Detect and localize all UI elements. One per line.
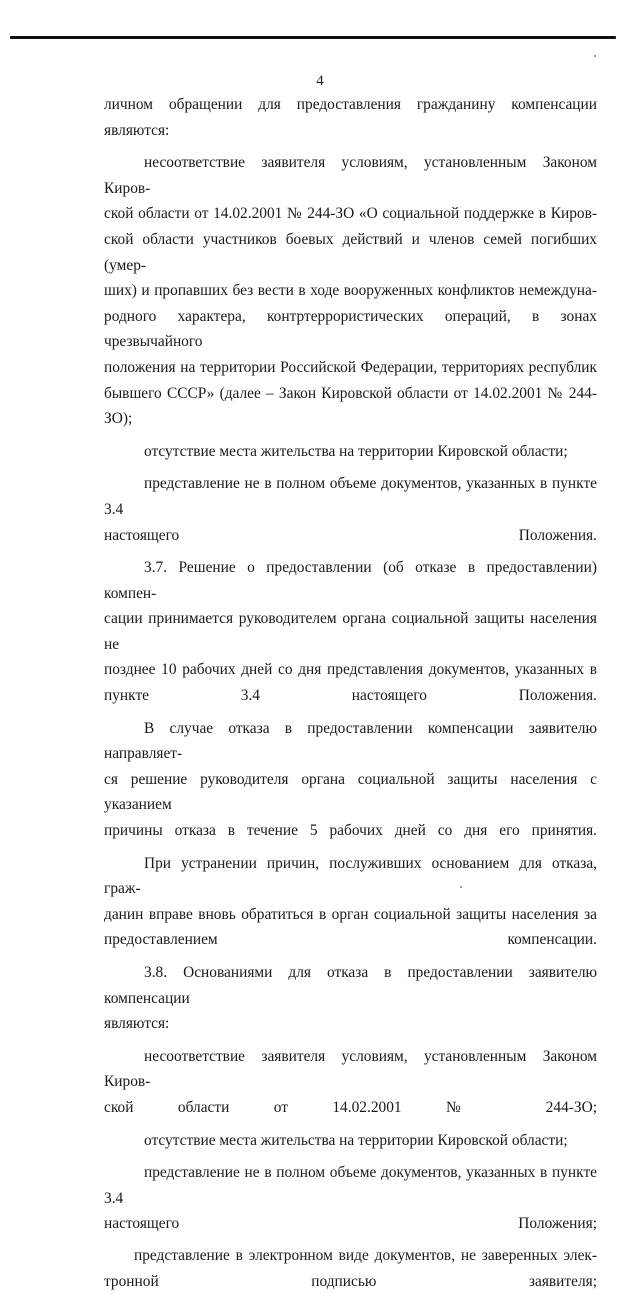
paragraph-3: [104, 439, 597, 465]
text-line: являются:: [104, 1015, 170, 1033]
text-line: родного характера, контртеррористических операций, в зонах чрезвычайного: [104, 307, 597, 351]
text-line: положения на территории Российской Федерации, территориях республик: [104, 358, 597, 376]
paragraph-12: [104, 1243, 597, 1294]
text-line: отсутствие места жительства на территории Кировской области;: [144, 442, 568, 460]
text-line: 3.7. Решение о предоставлении (об отказе в предоставлении) компен-: [104, 559, 597, 602]
text-line: настоящего Положения.: [104, 526, 597, 544]
paragraph-9: [104, 1044, 597, 1121]
paragraph-10: [104, 1128, 597, 1154]
text-line: В случае отказа в предоставлении компенсации заявителю направляет-: [104, 719, 597, 763]
paragraph-1: [104, 92, 597, 143]
text-line: представление не в полном объеме документов, указанных в пункте 3.4: [104, 1164, 597, 1207]
document-body: [104, 92, 597, 1294]
text-line: несоответствие заявителя условиям, установленным Законом Киров-: [104, 1047, 597, 1091]
text-line: ской области от 14.02.2001 № 244-ЗО «О социальной поддержке в Киров-: [104, 205, 597, 223]
text-line: ших) и пропавших без вести в ходе вооруженных конфликтов немеждуна-: [104, 282, 597, 300]
text-line: бывшего СССР» (далее – Закон Кировской области от 14.02.2001 № 244-ЗО);: [104, 384, 597, 428]
text-line: позднее 10 рабочих дней со дня представления документов, указанных в: [104, 661, 597, 679]
text-line: представление не в полном объеме документов, указанных в пункте 3.4: [104, 475, 597, 518]
text-line: представление в электронном виде документов, не заверенных элек-: [134, 1246, 597, 1264]
text-line: отсутствие места жительства на территории Кировской области;: [144, 1131, 568, 1149]
paragraph-8: [104, 960, 597, 1037]
text-line: данин вправе вновь обратиться в орган социальной защиты населения за: [104, 905, 597, 923]
text-line: ской области от 14.02.2001 № 244-ЗО;: [104, 1098, 597, 1116]
text-line: При устранении причин, послуживших основанием для отказа, граж-: [104, 854, 597, 898]
text-line: 3.8. Основаниями для отказа в предоставлении заявителю компенсации: [104, 964, 597, 1007]
text-line: предоставлением компенсации.: [104, 931, 597, 949]
scan-speck: [594, 55, 596, 57]
paragraph-6: [104, 716, 597, 844]
text-line: ся решение руководителя органа социальной защиты населения с указанием: [104, 770, 597, 814]
text-line: несоответствие заявителя условиям, установленным Законом Киров-: [104, 154, 597, 197]
top-rule: [10, 36, 616, 39]
text-line: настоящего Положения;: [104, 1215, 597, 1233]
text-line: тронной подписью заявителя;: [104, 1272, 597, 1290]
paragraph-11: [104, 1160, 597, 1237]
text-line: пункте 3.4 настоящего Положения.: [104, 687, 597, 705]
page-number: 4: [316, 73, 324, 89]
paragraph-5: [104, 555, 597, 709]
text-line: причины отказа в течение 5 рабочих дней со дня его принятия.: [104, 822, 597, 840]
text-line: личном обращении для предоставления гражданину компенсации являются:: [104, 96, 597, 139]
paragraph-7: [104, 851, 597, 953]
paragraph-2: [104, 150, 597, 432]
paragraph-4: [104, 471, 597, 548]
text-line: сации принимается руководителем органа социальной защиты населения не: [104, 610, 597, 653]
text-line: ской области участников боевых действий и членов семей погибших (умер-: [104, 230, 597, 274]
